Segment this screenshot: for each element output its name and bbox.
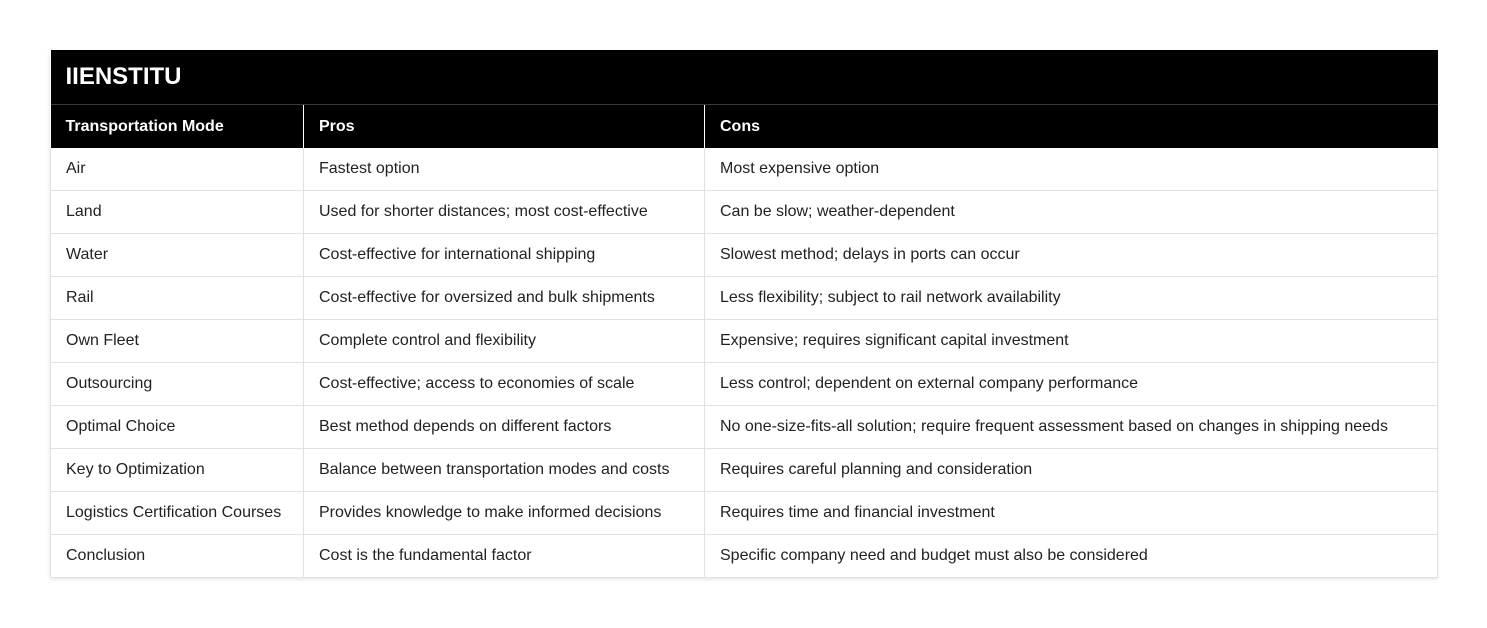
cell-cons: No one-size-fits-all solution; require frequent assessment based on changes in shipping needs: [705, 406, 1438, 449]
column-header-pros: Pros: [304, 105, 705, 149]
cell-cons: Less flexibility; subject to rail network availability: [705, 277, 1438, 320]
table-row: [51, 277, 1438, 320]
column-header-cons: Cons: [705, 105, 1438, 149]
cell-mode: Conclusion: [51, 535, 304, 578]
cell-pros: Used for shorter distances; most cost-effective: [304, 191, 705, 234]
cell-cons: Most expensive option: [705, 148, 1438, 191]
cell-cons: Requires time and financial investment: [705, 492, 1438, 535]
cell-mode: Optimal Choice: [51, 406, 304, 449]
cell-pros: Cost-effective; access to economies of scale: [304, 363, 705, 406]
cell-cons: Can be slow; weather-dependent: [705, 191, 1438, 234]
table-caption-row: [51, 50, 1438, 105]
table-row: [51, 406, 1438, 449]
table-row: [51, 191, 1438, 234]
table-row: [51, 363, 1438, 406]
cell-pros: Complete control and flexibility: [304, 320, 705, 363]
cell-pros: Cost is the fundamental factor: [304, 535, 705, 578]
cell-mode: Air: [51, 148, 304, 191]
cell-pros: Balance between transportation modes and costs: [304, 449, 705, 492]
cell-mode: Own Fleet: [51, 320, 304, 363]
cell-pros: Provides knowledge to make informed decisions: [304, 492, 705, 535]
table-row: [51, 535, 1438, 578]
comparison-table-container: [50, 50, 1437, 578]
table-row: [51, 320, 1438, 363]
cell-cons: Slowest method; delays in ports can occur: [705, 234, 1438, 277]
cell-pros: Fastest option: [304, 148, 705, 191]
cell-mode: Key to Optimization: [51, 449, 304, 492]
table-row: [51, 492, 1438, 535]
cell-cons: Requires careful planning and consideration: [705, 449, 1438, 492]
cell-cons: Specific company need and budget must also be considered: [705, 535, 1438, 578]
table-row: [51, 148, 1438, 191]
cell-mode: Outsourcing: [51, 363, 304, 406]
cell-mode: Logistics Certification Courses: [51, 492, 304, 535]
table-header-row: [51, 105, 1438, 149]
cell-cons: Expensive; requires significant capital investment: [705, 320, 1438, 363]
cell-mode: Land: [51, 191, 304, 234]
column-header-mode: Transportation Mode: [51, 105, 304, 149]
cell-pros: Cost-effective for oversized and bulk shipments: [304, 277, 705, 320]
comparison-table: [50, 50, 1438, 578]
table-row: [51, 449, 1438, 492]
table-caption: IIENSTITU: [51, 50, 1438, 105]
table-row: [51, 234, 1438, 277]
cell-pros: Best method depends on different factors: [304, 406, 705, 449]
cell-pros: Cost-effective for international shipping: [304, 234, 705, 277]
cell-mode: Rail: [51, 277, 304, 320]
cell-cons: Less control; dependent on external company performance: [705, 363, 1438, 406]
cell-mode: Water: [51, 234, 304, 277]
